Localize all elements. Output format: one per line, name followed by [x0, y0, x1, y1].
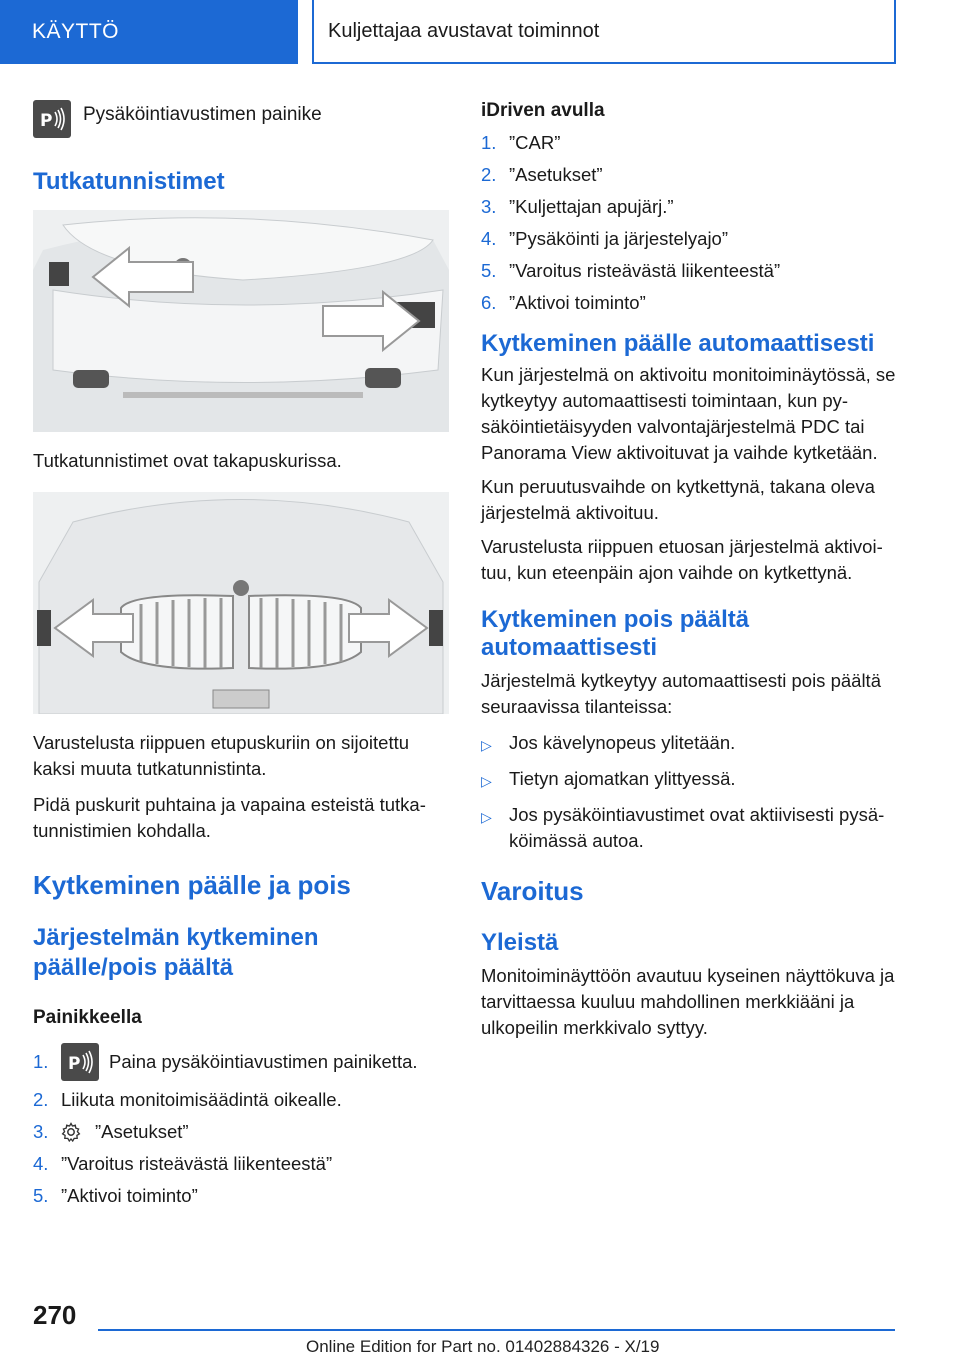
button-step — [33, 1119, 449, 1145]
step-text: ”Varoitus risteävästä liikenteestä” — [509, 260, 781, 281]
button-method-heading: Painikkeella — [33, 1007, 142, 1028]
idrive-step — [481, 290, 901, 316]
auto-off-list — [481, 730, 901, 854]
button-step — [33, 1043, 449, 1081]
step-text: ”Asetukset” — [509, 164, 603, 185]
general-text: Monitoiminäyttöön avautuu kyseinen näyttökuva ja tarvittaessa kuuluu mahdollinen merkkiääni ja ulkopeilin merkkivalo syttyy. — [481, 965, 895, 1038]
auto-off-intro: Järjestelmä kytkeytyy automaattisesti pois päältä seuraavissa tilanteissa: — [481, 670, 881, 717]
rear-bumper-image — [33, 210, 449, 432]
section-label: KÄYTTÖ — [32, 20, 120, 43]
auto-off-heading: Kytkeminen pois päältä automaattisesti — [481, 606, 750, 661]
on-off-heading: Kytkeminen päälle ja pois — [33, 870, 351, 900]
page-number: 270 — [33, 1300, 77, 1330]
auto-on-paragraph: Varustelusta riippuen etuosan järjestelmä aktivoi-tuu, kun eteenpäin ajon vaihde on kytkettynä. — [481, 536, 883, 583]
gear-icon — [61, 1122, 81, 1142]
triangle-bullet-icon: ▷ — [481, 773, 492, 789]
step-number: 1. — [33, 1051, 49, 1072]
idrive-step — [481, 226, 901, 252]
step-number: 5. — [481, 260, 497, 281]
idrive-heading: iDriven avulla — [481, 100, 605, 121]
keep-clean-note: Pidä puskurit puhtaina ja vapaina esteistä tutka-tunnistimien kohdalla. — [33, 794, 426, 841]
step-text: ”Kuljettajan apujärj.” — [509, 196, 674, 217]
park-assist-button-row — [33, 100, 449, 138]
park-assist-button-caption: Pysäköintiavustimen painike — [83, 104, 322, 125]
system-on-off-heading: Järjestelmän kytkeminen päälle/pois päältä — [33, 924, 319, 981]
step-number: 6. — [481, 292, 497, 313]
button-steps-list — [33, 1043, 449, 1209]
step-number: 2. — [33, 1089, 49, 1110]
edition-note: Online Edition for Part no. 01402884326 - X/19 — [306, 1337, 660, 1356]
step-number: 3. — [481, 196, 497, 217]
step-text: ”CAR” — [509, 132, 561, 153]
footer-divider — [98, 1329, 895, 1331]
warning-heading: Varoitus — [481, 876, 584, 906]
step-number: 4. — [481, 228, 497, 249]
triangle-bullet-icon: ▷ — [481, 737, 492, 753]
step-text: Paina pysäköintiavustimen painiketta. — [109, 1051, 418, 1072]
sensors-heading: Tutkatunnistimet — [33, 168, 225, 195]
step-number: 5. — [33, 1185, 49, 1206]
front-bumper-image — [33, 492, 449, 714]
step-number: 1. — [481, 132, 497, 153]
auto-off-item — [481, 766, 901, 794]
item-text: Jos pysäköintiavustimet ovat aktiivisesti pysä-köimässä autoa. — [509, 804, 885, 851]
triangle-bullet-icon: ▷ — [481, 809, 492, 825]
step-text: ”Varoitus risteävästä liikenteestä” — [61, 1153, 333, 1174]
svg-text:P: P — [40, 111, 53, 131]
front-sensors-caption: Varustelusta riippuen etupuskuriin on sijoitettu kaksi muuta tutkatunnistinta. — [33, 732, 410, 779]
auto-on-paragraph: Kun järjestelmä on aktivoitu monitoiminäytössä, se kytkeytyy automaattisesti toimintaan, kun py-säköintietäisyyden valvontajärjestelmä PDC tai Panorama View aktivoituvat ja vaihde kytketään. — [481, 364, 896, 463]
item-text: Jos kävelynopeus ylitetään. — [509, 732, 736, 753]
left-column — [33, 100, 449, 1215]
button-step — [33, 1183, 449, 1209]
idrive-step — [481, 258, 901, 284]
section-tab[interactable] — [0, 0, 298, 64]
step-number: 2. — [481, 164, 497, 185]
auto-off-item — [481, 802, 901, 854]
chapter-title-text: Kuljettajaa avustavat toiminnot — [328, 19, 600, 42]
step-text: Liikuta monitoimisäädintä oikealle. — [61, 1089, 342, 1110]
idrive-step — [481, 130, 901, 156]
general-heading: Yleistä — [481, 929, 559, 956]
step-text: ”Asetukset” — [95, 1121, 189, 1142]
rear-sensors-caption: Tutkatunnistimet ovat takapuskurissa. — [33, 450, 342, 471]
auto-on-heading: Kytkeminen päälle automaattisesti — [481, 330, 875, 357]
chapter-title — [312, 0, 896, 64]
button-step — [33, 1151, 449, 1177]
step-number: 4. — [33, 1153, 49, 1174]
button-step — [33, 1087, 449, 1113]
idrive-steps-list — [481, 130, 901, 316]
step-number: 3. — [33, 1121, 49, 1142]
item-text: Tietyn ajomatkan ylittyessä. — [509, 768, 736, 789]
auto-off-item — [481, 730, 901, 758]
idrive-step — [481, 162, 901, 188]
svg-text:P: P — [68, 1054, 81, 1074]
park-assist-icon — [33, 100, 71, 138]
right-column — [481, 100, 901, 1041]
idrive-step — [481, 194, 901, 220]
step-text: ”Aktivoi toiminto” — [509, 292, 646, 313]
park-assist-icon — [61, 1043, 99, 1081]
step-text: ”Aktivoi toiminto” — [61, 1185, 198, 1206]
step-text: ”Pysäköinti ja järjestelyajo” — [509, 228, 729, 249]
auto-on-paragraph: Kun peruutusvaihde on kytkettynä, takana oleva järjestelmä aktivoituu. — [481, 476, 875, 523]
